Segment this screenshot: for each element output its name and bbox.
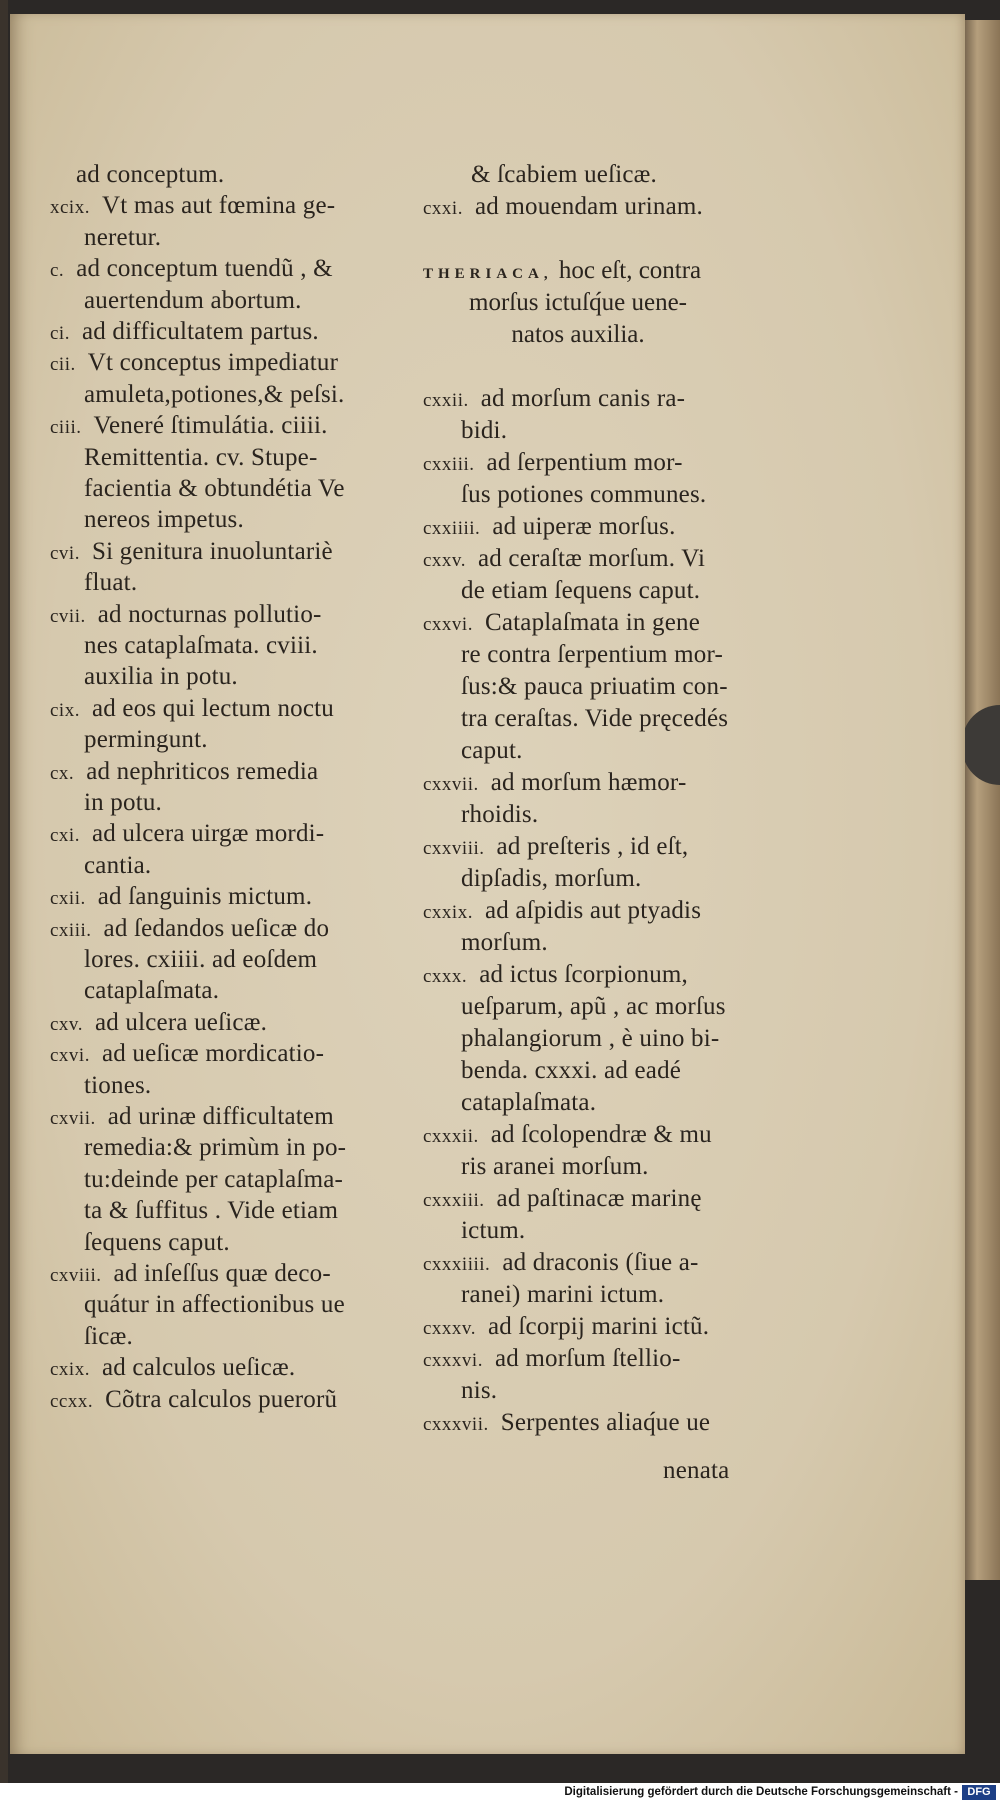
entry-number: cii. bbox=[50, 354, 76, 376]
entry-continuation bbox=[50, 1290, 345, 1320]
entry-number: cxxxiiii. bbox=[423, 1254, 491, 1275]
index-entry bbox=[50, 819, 324, 851]
entry-number: c. bbox=[50, 260, 65, 282]
entry-continuation bbox=[50, 945, 317, 975]
digitization-credit: Digitalisierung gefördert durch die Deutsche Forschungsgemeinschaft - bbox=[564, 1786, 958, 1798]
index-entry bbox=[50, 914, 329, 946]
entry-number: cxxxvii. bbox=[423, 1414, 489, 1435]
index-entry bbox=[423, 544, 705, 576]
entry-text: amuleta,potiones,& peſsi. bbox=[84, 380, 345, 408]
entry-continuation bbox=[50, 631, 318, 661]
entry-text: nereos impetus. bbox=[84, 506, 244, 534]
entry-continuation bbox=[50, 286, 302, 316]
entry-text: nis. bbox=[461, 1377, 498, 1404]
heading-line-3: natos auxilia. bbox=[511, 321, 645, 348]
index-entry bbox=[50, 1385, 337, 1417]
index-entry bbox=[50, 191, 335, 223]
entry-continuation bbox=[423, 864, 641, 894]
entry-text: morſum. bbox=[461, 929, 548, 956]
entry-text: ad calculos ueſicæ. bbox=[101, 1354, 296, 1382]
entry-number: cxxxii. bbox=[423, 1126, 479, 1147]
dfg-logo: DFG bbox=[962, 1785, 996, 1800]
entry-text: ad nephriticos remedia bbox=[86, 757, 319, 785]
entry-continuation bbox=[50, 662, 238, 692]
entry-number: cxiii. bbox=[50, 919, 92, 941]
entry-text: in potu. bbox=[84, 789, 162, 816]
entry-number: cx. bbox=[50, 762, 75, 784]
entry-continuation bbox=[423, 1216, 525, 1246]
entry-continuation bbox=[423, 800, 538, 830]
entry-text: ad aſpidis aut ptyadis bbox=[484, 897, 702, 924]
entry-text: Vt conceptus impediatur bbox=[87, 349, 339, 377]
index-entry bbox=[50, 1102, 334, 1134]
index-entry bbox=[423, 1184, 702, 1216]
entry-text: ad morſum ſtellio- bbox=[494, 1345, 681, 1372]
entry-number: cxi. bbox=[50, 825, 80, 847]
entry-number: cxxii. bbox=[423, 390, 469, 411]
entry-number: xcix. bbox=[50, 197, 90, 219]
entry-text: ad ſerpentium mor- bbox=[486, 449, 683, 476]
entry-text: ad morſum canis ra- bbox=[480, 385, 686, 412]
entry-text: tra ceraſtas. Vide pręcedés bbox=[461, 705, 729, 732]
entry-number: cxxx. bbox=[423, 966, 468, 987]
entry-continuation bbox=[50, 380, 345, 410]
index-entry bbox=[423, 448, 683, 480]
entry-number: cvii. bbox=[50, 605, 86, 627]
index-entry bbox=[423, 1344, 680, 1376]
entry-text: caput. bbox=[461, 737, 523, 764]
entry-text: benda. cxxxi. ad eadé bbox=[461, 1057, 682, 1084]
index-entry bbox=[50, 1008, 267, 1040]
entry-number: ci. bbox=[50, 323, 70, 344]
entry-continuation bbox=[50, 1228, 230, 1258]
index-entry bbox=[423, 1248, 699, 1280]
index-entry bbox=[50, 1353, 295, 1385]
section-heading bbox=[423, 256, 723, 289]
entry-continuation bbox=[423, 416, 507, 446]
entry-text: ad conceptum. bbox=[76, 161, 225, 188]
entry-text: Veneré ſtimulátia. ciiii. bbox=[93, 412, 328, 440]
entry-number: cxxvi. bbox=[423, 614, 473, 635]
entry-continuation bbox=[50, 1133, 346, 1163]
entry-text: cataplaſmata. bbox=[461, 1089, 597, 1116]
entry-number: cxvi. bbox=[50, 1045, 90, 1067]
entry-text: dipſadis, morſum. bbox=[461, 865, 642, 892]
entry-text: ad eos qui lectum noctu bbox=[91, 694, 335, 722]
entry-continuation bbox=[423, 480, 706, 510]
entry-text: ad ſcolopendræ & mu bbox=[490, 1121, 712, 1148]
entry-text: auertendum abortum. bbox=[84, 286, 302, 314]
entry-text: ad ulcera uirgæ mordi- bbox=[91, 820, 325, 848]
entry-text: tu:deinde per cataplaſma- bbox=[84, 1165, 344, 1193]
entry-continuation bbox=[50, 160, 224, 190]
entry-text: ſus:& pauca priuatim con- bbox=[461, 673, 728, 700]
entry-continuation bbox=[423, 1280, 664, 1310]
entry-text: nes cataplaſmata. cviii. bbox=[84, 632, 318, 659]
index-entry bbox=[50, 348, 338, 380]
entry-continuation bbox=[50, 568, 137, 598]
index-entry bbox=[423, 1408, 710, 1440]
book-page bbox=[10, 14, 965, 1754]
entry-text: Cõtra calculos puerorũ bbox=[105, 1385, 338, 1413]
index-entry bbox=[423, 608, 700, 640]
entry-continuation bbox=[423, 1152, 649, 1182]
entry-text: Si genitura inuoluntariè bbox=[91, 537, 333, 565]
entry-text: ſequens caput. bbox=[84, 1228, 230, 1256]
entry-text: ad ueſicæ mordicatio- bbox=[101, 1040, 325, 1068]
entry-text: phalangiorum , è uino bi- bbox=[461, 1025, 720, 1052]
entry-continuation bbox=[50, 1322, 133, 1352]
entry-continuation bbox=[50, 1071, 151, 1101]
entry-continuation bbox=[50, 474, 345, 504]
entry-number: cxxiii. bbox=[423, 454, 475, 475]
entry-number: ccxx. bbox=[50, 1390, 94, 1412]
entry-text: ad difficultatem partus. bbox=[81, 318, 319, 345]
index-entry bbox=[50, 1259, 331, 1291]
index-entry bbox=[50, 600, 322, 632]
entry-number: cxxix. bbox=[423, 902, 473, 923]
entry-text: ad ſcorpij marini ictũ. bbox=[487, 1313, 710, 1340]
entry-number: cxviii. bbox=[50, 1265, 102, 1286]
index-entry bbox=[50, 694, 334, 726]
entry-text: ad ſedandos ueſicæ do bbox=[103, 914, 330, 942]
entry-text: ad mouendam urinam. bbox=[474, 193, 704, 220]
entry-text: Vt mas aut fœmina ge- bbox=[101, 192, 336, 220]
entry-text: re contra ſerpentium mor- bbox=[461, 641, 724, 668]
entry-number: cxvii. bbox=[50, 1108, 96, 1129]
entry-continuation bbox=[50, 725, 208, 755]
entry-text: permingunt. bbox=[84, 726, 208, 754]
entry-continuation bbox=[50, 1165, 343, 1195]
index-entry bbox=[423, 512, 676, 544]
heading-line-2: morſus ictuſq́ue uene- bbox=[469, 289, 687, 316]
entry-text: ta & ſuffitus . Vide etiam bbox=[84, 1197, 339, 1225]
entry-number: cxv. bbox=[50, 1013, 83, 1035]
entry-text: fluat. bbox=[84, 569, 138, 597]
index-entry bbox=[423, 832, 688, 864]
index-entry bbox=[423, 1312, 709, 1344]
index-entry bbox=[423, 1120, 712, 1152]
entry-continuation bbox=[423, 928, 548, 958]
entry-number: cxxvii. bbox=[423, 774, 479, 795]
entry-number: cxxv. bbox=[423, 550, 466, 571]
entry-number: cxix. bbox=[50, 1359, 90, 1381]
entry-number: cxxiiii. bbox=[423, 518, 481, 539]
entry-continuation bbox=[423, 576, 700, 606]
entry-text: ad ictus ſcorpionum, bbox=[479, 961, 689, 988]
entry-text: Cataplaſmata in gene bbox=[484, 609, 700, 636]
entry-text: Remittentia. cv. Stupe- bbox=[84, 443, 318, 471]
entry-text: ad ſanguinis mictum. bbox=[97, 883, 313, 911]
entry-number: cxxxiii. bbox=[423, 1190, 485, 1211]
index-entry bbox=[50, 317, 319, 349]
index-entry bbox=[423, 768, 686, 800]
entry-text: ad inſeſſus quæ deco- bbox=[113, 1260, 331, 1287]
entry-continuation bbox=[50, 223, 161, 253]
entry-continuation bbox=[423, 704, 728, 734]
entry-text: ad conceptum tuendũ , & bbox=[76, 255, 333, 283]
entry-text: ad paſtinacæ marinę bbox=[496, 1185, 702, 1212]
entry-text: cantia. bbox=[84, 851, 152, 879]
entry-text: ranei) marini ictum. bbox=[461, 1281, 665, 1308]
index-entry bbox=[423, 960, 688, 992]
entry-text: rhoidis. bbox=[461, 801, 539, 828]
entry-text: ictum. bbox=[461, 1217, 526, 1244]
entry-text: ad preſteris , id eſt, bbox=[496, 833, 689, 860]
heading-smallcaps: THERIACA, bbox=[423, 266, 553, 282]
index-entry bbox=[423, 896, 701, 928]
entry-text: facientia & obtundétia Ve bbox=[84, 475, 345, 502]
entry-text: de etiam ſequens caput. bbox=[461, 577, 701, 604]
entry-number: cix. bbox=[50, 699, 80, 721]
entry-continuation bbox=[423, 1088, 596, 1118]
entry-text: ad draconis (ſiue a- bbox=[502, 1249, 699, 1276]
entry-text: ueſparum, apũ , ac morſus bbox=[461, 993, 726, 1020]
entry-number: cvi. bbox=[50, 542, 80, 564]
entry-continuation bbox=[423, 1376, 497, 1406]
entry-number: cxxxv. bbox=[423, 1318, 476, 1339]
entry-text: ad ulcera ueſicæ. bbox=[94, 1008, 268, 1036]
index-entry bbox=[50, 537, 333, 569]
entry-text: quátur in affectionibus ue bbox=[84, 1291, 345, 1319]
entry-continuation bbox=[50, 851, 151, 881]
entry-continuation bbox=[50, 505, 244, 535]
entry-text: Serpentes aliaq́ue ue bbox=[500, 1409, 711, 1436]
entry-continuation bbox=[50, 443, 317, 473]
entry-text: & ſcabiem ueſicæ. bbox=[471, 161, 657, 188]
entry-text: ad uiperæ morſus. bbox=[492, 513, 676, 540]
catchword: nenata bbox=[663, 1457, 730, 1484]
entry-number: cxii. bbox=[50, 888, 86, 910]
entry-text: ad urinæ difficultatem bbox=[107, 1103, 334, 1130]
heading-line-1: hoc eſt, contra bbox=[558, 257, 702, 284]
entry-number: cxxxvi. bbox=[423, 1350, 483, 1371]
entry-text: ſus potiones communes. bbox=[461, 481, 707, 508]
index-entry bbox=[50, 1039, 324, 1071]
entry-continuation bbox=[423, 736, 523, 766]
index-entry bbox=[50, 411, 328, 443]
entry-text: ris aranei morſum. bbox=[461, 1153, 649, 1180]
entry-continuation bbox=[423, 1024, 719, 1054]
entry-continuation bbox=[423, 160, 657, 190]
entry-text: ſicæ. bbox=[84, 1322, 133, 1350]
entry-text: ad morſum hæmor- bbox=[490, 769, 687, 796]
index-entry bbox=[50, 882, 312, 914]
entry-continuation bbox=[50, 976, 219, 1006]
entry-continuation bbox=[423, 672, 728, 702]
entry-text: lores. cxiiii. ad eoſdem bbox=[84, 946, 318, 973]
entry-continuation bbox=[423, 992, 726, 1022]
index-entry bbox=[50, 254, 333, 286]
entry-continuation bbox=[50, 788, 162, 818]
entry-text: remedia:& primùm in po- bbox=[84, 1134, 347, 1162]
book-edge bbox=[962, 20, 1000, 1580]
entry-continuation bbox=[423, 1056, 681, 1086]
entry-text: neretur. bbox=[84, 223, 162, 251]
entry-text: auxilia in potu. bbox=[84, 663, 238, 691]
index-entry bbox=[50, 757, 318, 789]
entry-text: ad ceraſtæ morſum. Vi bbox=[477, 545, 706, 572]
entry-text: tiones. bbox=[84, 1071, 152, 1099]
entry-number: ciii. bbox=[50, 417, 82, 439]
entry-continuation bbox=[423, 640, 723, 670]
index-entry bbox=[423, 384, 685, 416]
entry-text: ad nocturnas pollutio- bbox=[97, 600, 322, 628]
entry-text: cataplaſmata. bbox=[84, 977, 220, 1005]
index-entry bbox=[423, 192, 703, 224]
entry-number: cxxi. bbox=[423, 198, 463, 219]
entry-text: bidi. bbox=[461, 417, 508, 444]
entry-number: cxxviii. bbox=[423, 838, 485, 859]
entry-continuation bbox=[50, 1196, 338, 1226]
